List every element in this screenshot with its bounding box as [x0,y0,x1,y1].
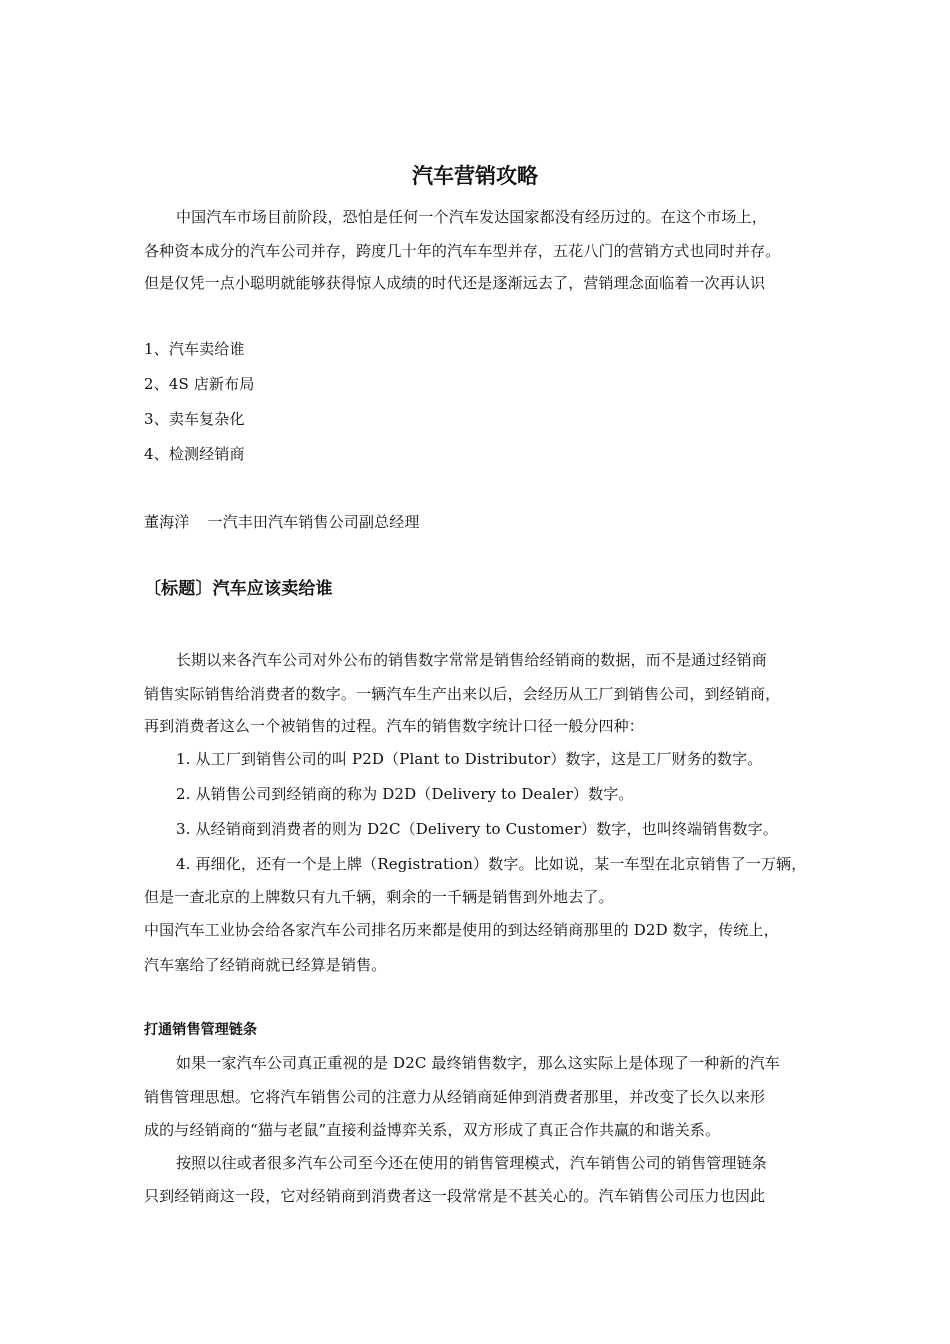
list-item: 1. 从工厂到销售公司的叫 P2D（Plant to Distributor）数字，这是工厂财务的数字。 [176,750,763,768]
author-name: 董海洋 [144,513,190,531]
intro-line: 各种资本成分的汽车公司并存，跨度几十年的汽车车型并存，五花八门的营销方式也同时并存。 [144,242,781,260]
paragraph-line: 长期以来各汽车公司对外公布的销售数字常常是销售给经销商的数据，而不是通过经销商 [176,651,767,669]
subsection-heading: 打通销售管理链条 [144,1022,258,1038]
toc-item: 3、卖车复杂化 [144,410,245,428]
paragraph-line: 如果一家汽车公司真正重视的是 D2C 最终销售数字，那么这实际上是体现了一种新的汽车 [176,1054,780,1072]
paragraph-line: 汽车塞给了经销商就已经算是销售。 [144,956,387,974]
paragraph-line: 只到经销商这一段，它对经销商到消费者这一段常常是不甚关心的。汽车销售公司压力也因此 [144,1187,766,1205]
paragraph-line: 按照以往或者很多汽车公司至今还在使用的销售管理模式，汽车销售公司的销售管理链条 [176,1154,767,1172]
paragraph-line: 销售管理思想。它将汽车销售公司的注意力从经销商延伸到消费者那里，并改变了长久以来形 [144,1088,766,1106]
paragraph-line: 销售实际销售给消费者的数字。一辆汽车生产出来以后，会经历从工厂到销售公司，到经销商， [144,685,781,703]
toc-item: 4、检测经销商 [144,445,245,463]
paragraph-line: 成的与经销商的“猫与老鼠”直接利益博弈关系，双方形成了真正合作共赢的和谐关系。 [144,1121,721,1139]
intro-line: 但是仅凭一点小聪明就能够获得惊人成绩的时代还是逐渐远去了，营销理念面临着一次再认识 [144,274,766,292]
document-title: 汽车营销攻略 [412,164,538,188]
intro-line: 中国汽车市场目前阶段，恐怕是任何一个汽车发达国家都没有经历过的。在这个市场上， [176,208,767,226]
list-item: 3. 从经销商到消费者的则为 D2C（Delivery to Customer）数字，也叫终端销售数字。 [176,820,778,838]
author-line [144,512,420,532]
paragraph-line: 中国汽车工业协会给各家汽车公司排名历来都是使用的到达经销商那里的 D2D 数字，传统上， [144,921,779,939]
section-heading: 〔标题〕汽车应该卖给谁 [144,579,333,599]
toc-item: 2、4S 店新布局 [144,375,255,393]
list-item: 2. 从销售公司到经销商的称为 D2D（Delivery to Dealer）数字。 [176,785,634,803]
toc-item: 1、汽车卖给谁 [144,340,245,358]
paragraph-line: 再到消费者这么一个被销售的过程。汽车的销售数字统计口径一般分四种： [144,717,644,735]
list-item: 4. 再细化，还有一个是上牌（Registration）数字。比如说，某一车型在北京销售了一万辆， [176,855,807,873]
list-item-continuation: 但是一查北京的上牌数只有九千辆，剩余的一千辆是销售到外地去了。 [144,888,614,906]
author-role: 一汽丰田汽车销售公司副总经理 [207,513,420,531]
